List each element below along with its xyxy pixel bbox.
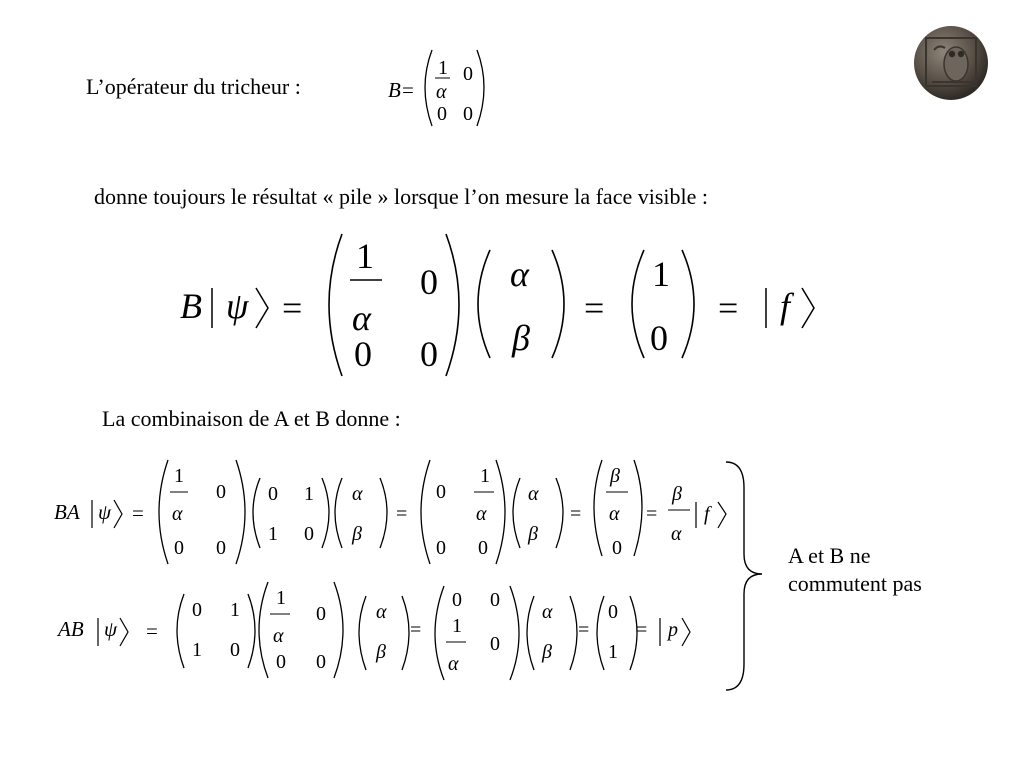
ket-angle: [802, 288, 814, 328]
psi-symbol: ψ: [104, 617, 118, 641]
vec-alpha: α: [352, 483, 363, 505]
m11-num: 1: [356, 236, 374, 276]
equals-sign: =: [578, 619, 590, 641]
ab21-num: 1: [452, 615, 462, 637]
m22: 0: [420, 334, 438, 374]
equals-sign: =: [646, 503, 658, 525]
vec-beta: β: [352, 523, 362, 545]
m12: 0: [316, 603, 326, 625]
a21: 1: [268, 523, 278, 545]
vec-beta: β: [512, 318, 530, 358]
ba11: 0: [436, 481, 446, 503]
B-symbol: B: [388, 78, 401, 102]
a22: 0: [304, 523, 314, 545]
combination-label: La combinaison de A et B donne :: [102, 406, 401, 431]
m11-num: 1: [276, 587, 286, 609]
ba22: 0: [478, 537, 488, 559]
left-paren: [425, 50, 432, 126]
psi-symbol: ψ: [98, 500, 112, 524]
m11-num: 1: [438, 57, 448, 79]
B-symbol: B: [180, 286, 202, 326]
m21: 0: [174, 537, 184, 559]
equals-sign: =: [570, 503, 582, 525]
statement-text: donne toujours le résultat « pile » lorsque l’on mesure la face visible :: [94, 184, 709, 209]
m11-den: α: [172, 503, 183, 525]
equals-sign: =: [636, 619, 648, 641]
equals-sign: =: [718, 288, 739, 328]
owl-coin-icon: [912, 24, 990, 102]
vec-zero: 0: [650, 318, 668, 358]
m11-den: α: [273, 625, 284, 647]
coef-den: α: [671, 523, 682, 545]
vec-den: α: [609, 503, 620, 525]
conclusion-line-2: commutent pas: [788, 571, 922, 596]
left-paren: [478, 250, 490, 358]
m12: 0: [216, 481, 226, 503]
vec-one: 1: [608, 641, 618, 663]
ba12-den: α: [476, 503, 487, 525]
a11: 0: [268, 483, 278, 505]
f-symbol: f: [704, 503, 710, 525]
vec-alpha: α: [542, 601, 553, 623]
a22: 0: [230, 639, 240, 661]
vec-beta: β: [376, 641, 386, 663]
vec-num: β: [610, 465, 620, 487]
vec-alpha: α: [376, 601, 387, 623]
vec-alpha: α: [528, 483, 539, 505]
ba12-num: 1: [480, 465, 490, 487]
equals-sign: =: [132, 501, 144, 525]
m22: 0: [216, 537, 226, 559]
equals-sign: =: [146, 619, 158, 643]
vec-beta: β: [528, 523, 538, 545]
a12: 1: [304, 483, 314, 505]
vec-zero: 0: [612, 537, 622, 559]
m12: 0: [463, 63, 473, 85]
m21: 0: [437, 103, 447, 125]
m22: 0: [463, 103, 473, 125]
a12: 1: [230, 599, 240, 621]
conclusion-line-1: A et B ne: [788, 543, 871, 568]
m11-den: α: [352, 298, 371, 338]
equals-sign: =: [584, 288, 605, 328]
BA-equation: [50, 456, 750, 568]
equals-sign: =: [396, 503, 408, 525]
operator-matrix-small: [380, 42, 500, 134]
equals-sign: =: [282, 288, 303, 328]
a11: 0: [192, 599, 202, 621]
m11-den: α: [436, 81, 447, 103]
right-paren: [682, 250, 694, 358]
m11-num: 1: [174, 465, 184, 487]
p-symbol: p: [668, 619, 678, 641]
vec-one: 1: [652, 254, 670, 294]
vec-zero: 0: [608, 601, 618, 623]
m22: 0: [316, 651, 326, 673]
ab22: 0: [490, 633, 500, 655]
conclusion-text: [788, 542, 922, 598]
right-brace: [720, 458, 780, 694]
main-equation: [170, 228, 830, 384]
ab11: 0: [452, 589, 462, 611]
right-paren: [552, 250, 564, 358]
equals-sign: =: [410, 619, 422, 641]
right-paren: [477, 50, 484, 126]
ab12: 0: [490, 589, 500, 611]
left-paren: [329, 234, 342, 376]
ket-angle: [256, 288, 268, 328]
AB-equation: [50, 580, 750, 684]
a21: 1: [192, 639, 202, 661]
right-paren: [446, 234, 459, 376]
operator-label: L’opérateur du tricheur :: [86, 74, 301, 99]
coef-num: β: [672, 483, 682, 505]
ba21: 0: [436, 537, 446, 559]
vec-beta: β: [542, 641, 552, 663]
f-symbol: f: [780, 286, 791, 326]
psi-symbol: ψ: [226, 286, 249, 326]
BA-symbol: BA: [54, 500, 80, 524]
vec-alpha: α: [510, 254, 529, 294]
ab21-den: α: [448, 653, 459, 675]
equals-sign: =: [402, 78, 414, 102]
m21: 0: [276, 651, 286, 673]
left-paren: [632, 250, 644, 358]
m21: 0: [354, 334, 372, 374]
AB-symbol: AB: [58, 617, 84, 641]
m12: 0: [420, 262, 438, 302]
